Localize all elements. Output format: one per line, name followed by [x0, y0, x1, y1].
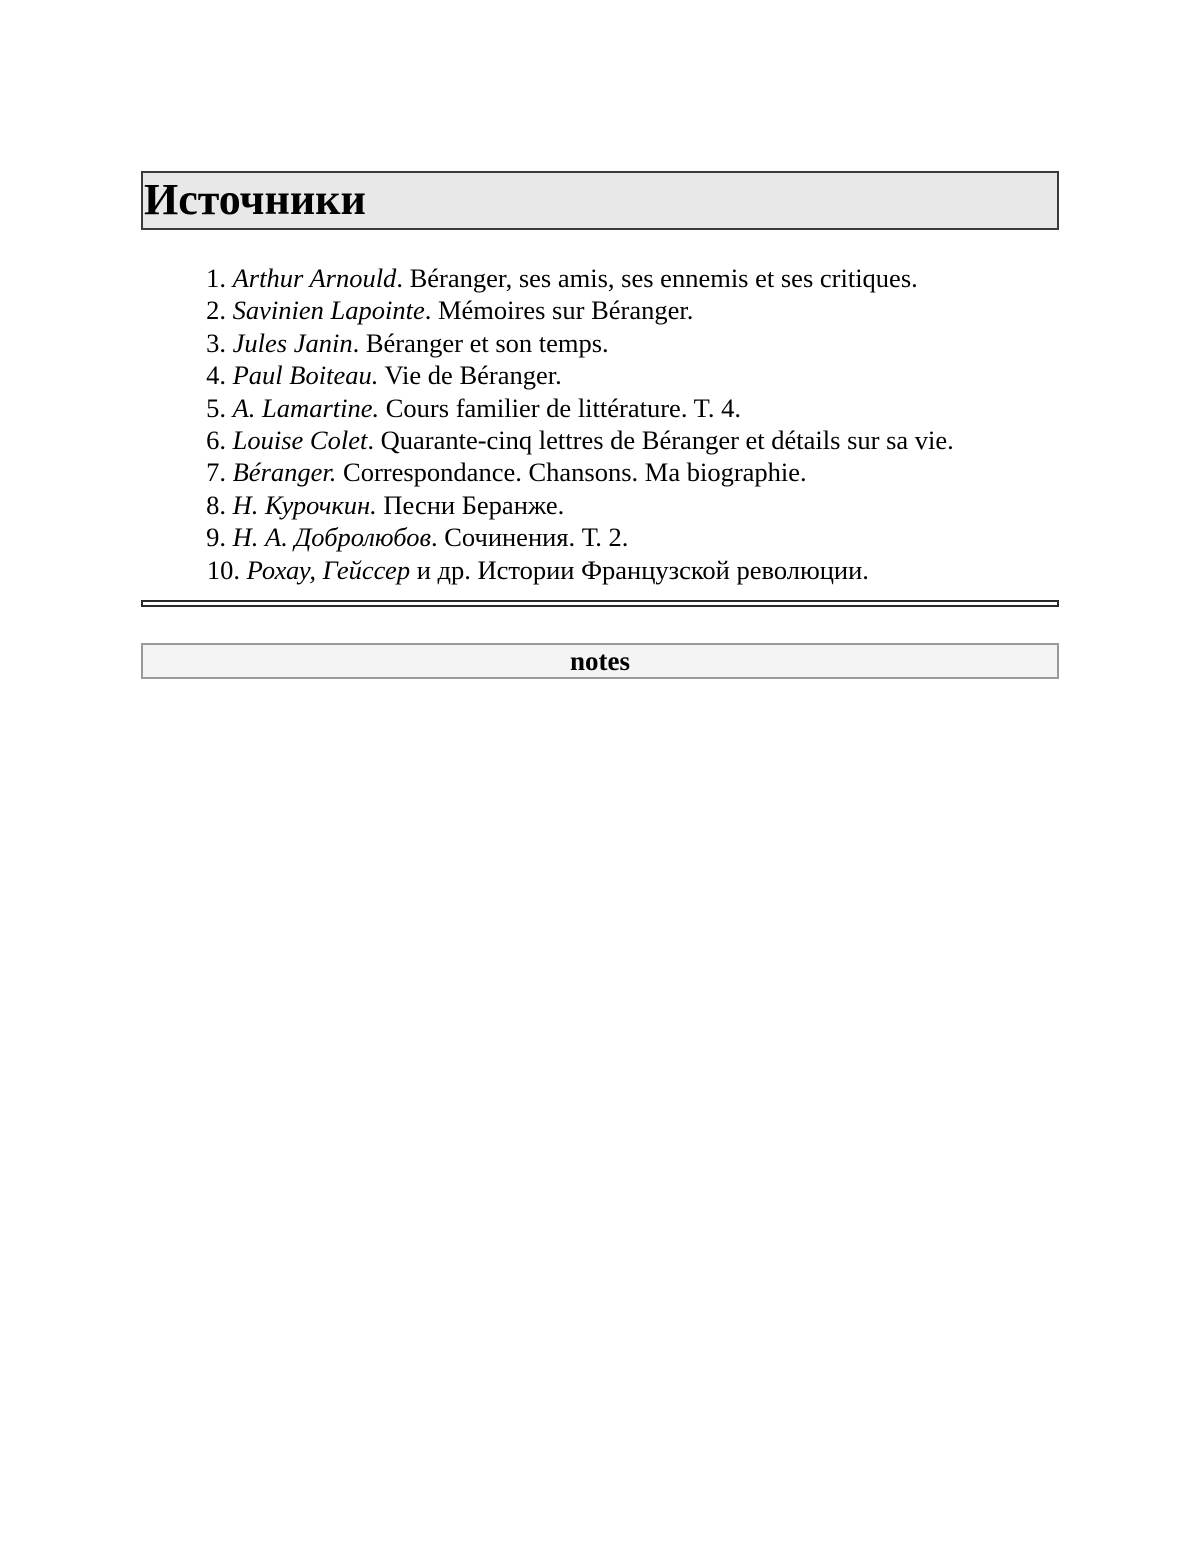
item-author: A. Lamartine. — [232, 392, 380, 423]
sources-list — [141, 262, 1059, 586]
item-number: 4. — [206, 360, 226, 391]
item-title: . Quarante-cinq lettres de Béranger et détails sur sa vie. — [367, 425, 954, 456]
item-author: Н. Курочкин. — [232, 489, 377, 520]
list-item — [141, 327, 1059, 359]
list-item — [141, 456, 1059, 488]
list-item — [141, 392, 1059, 424]
item-author: Savinien Lapointe — [232, 295, 425, 326]
item-title: . Mémoires sur Béranger. — [424, 295, 694, 326]
list-item — [141, 262, 1059, 294]
item-author: Н. А. Добролюбов — [232, 522, 431, 553]
item-title: . Сочинения. Т. 2. — [431, 522, 629, 553]
item-author: Arthur Arnould — [232, 263, 397, 293]
item-author: Paul Boiteau. — [232, 360, 379, 391]
list-item — [141, 554, 1059, 586]
item-title: . Béranger, ses amis, ses ennemis et ses critiques. — [396, 263, 918, 293]
item-number: 6. — [206, 425, 226, 456]
item-author: Béranger. — [232, 457, 337, 488]
section-heading: Источники — [141, 171, 1059, 230]
list-item — [141, 424, 1059, 456]
item-title: Песни Беранже. — [376, 489, 565, 520]
item-title: Cours familier de littérature. T. 4. — [379, 392, 741, 423]
list-item — [141, 521, 1059, 553]
list-item — [141, 359, 1059, 391]
double-divider — [141, 600, 1059, 607]
item-number: 9. — [206, 522, 226, 553]
item-number: 3. — [206, 327, 226, 358]
list-item — [141, 294, 1059, 326]
item-title: Vie de Béranger. — [378, 360, 562, 391]
item-title: . Béranger et son temps. — [352, 327, 609, 358]
item-number: 5. — [206, 392, 226, 423]
item-number: 10. — [206, 554, 240, 585]
item-number: 1. — [206, 263, 226, 293]
item-title: Correspondance. Chansons. Ma biographie. — [336, 457, 807, 488]
item-title: и др. Истории Французской революции. — [410, 554, 869, 585]
item-author: Louise Colet — [232, 425, 368, 456]
document-page — [141, 171, 1059, 676]
item-author: Jules Janin — [232, 327, 353, 358]
item-author: Рохау, Гейссер — [246, 554, 411, 585]
notes-header: notes — [141, 643, 1059, 679]
item-number: 8. — [206, 489, 226, 520]
item-number: 2. — [206, 295, 226, 326]
item-number: 7. — [206, 457, 226, 488]
list-item — [141, 489, 1059, 521]
